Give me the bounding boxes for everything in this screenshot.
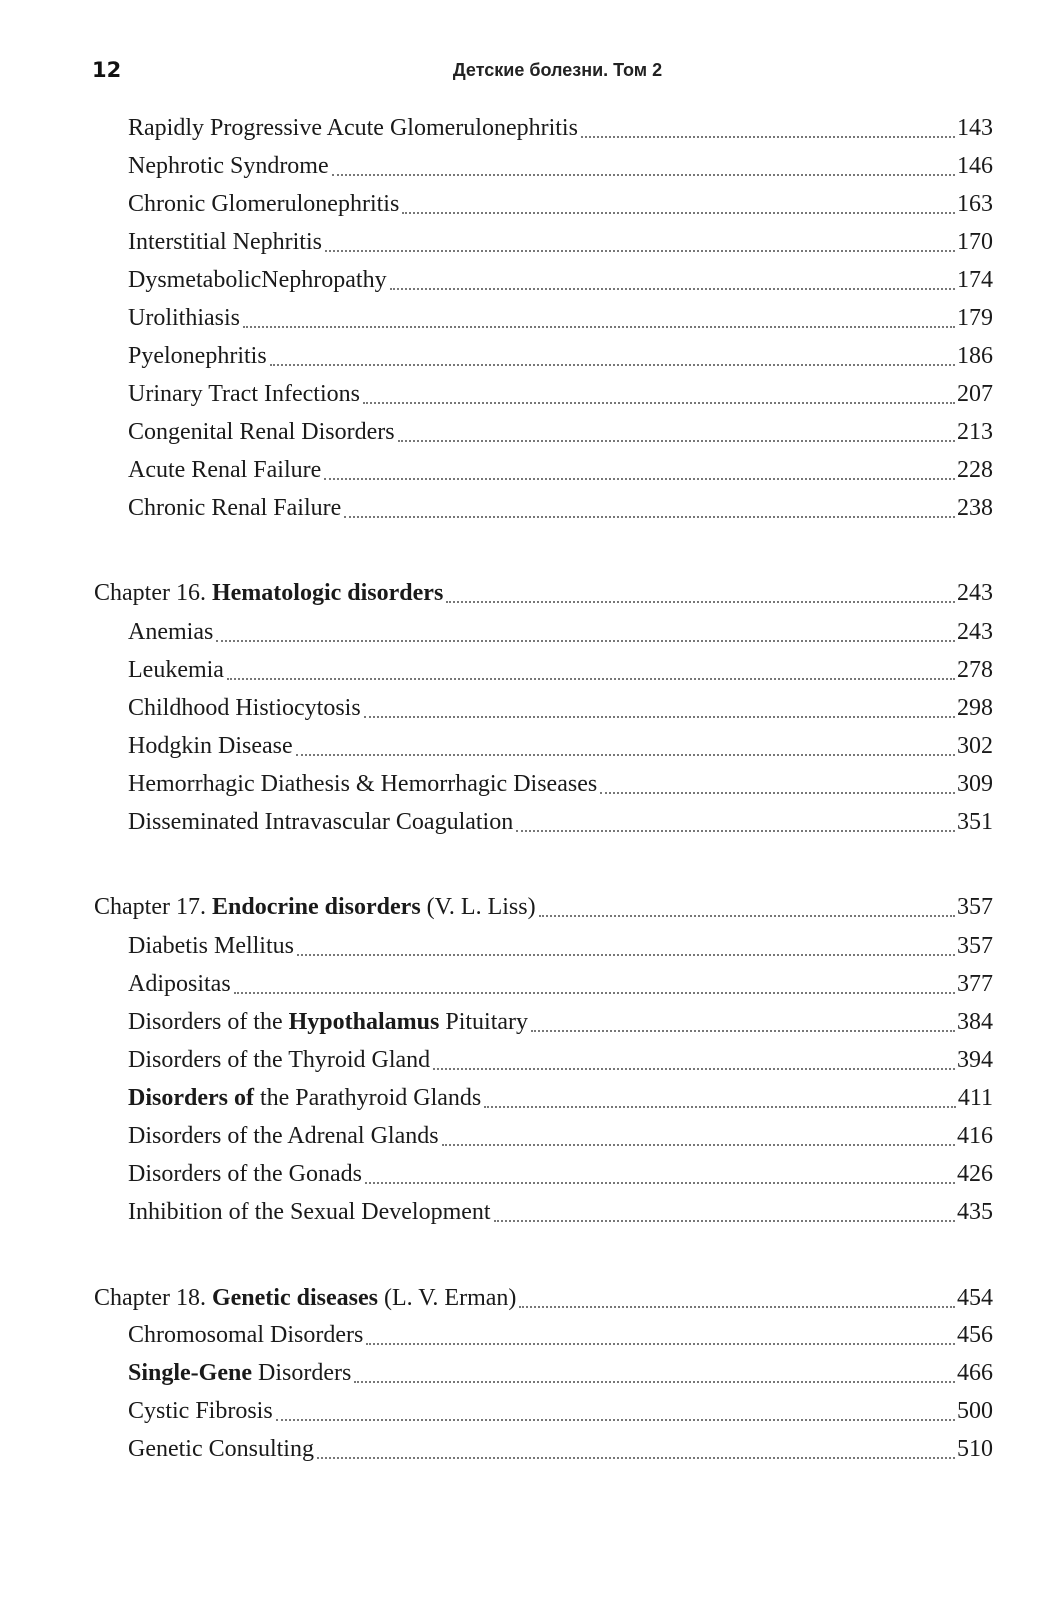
- chapter-title: [94, 894, 536, 921]
- toc-entry[interactable]: [0, 695, 1051, 725]
- dot-leader: [270, 363, 955, 366]
- entry-title: Leukemia: [128, 657, 224, 683]
- toc-entry[interactable]: [0, 1085, 1051, 1115]
- entry-title: Disseminated Intravascular Coagulation: [128, 809, 514, 835]
- dot-leader: [531, 1029, 955, 1032]
- entry-title: Diabetis Mellitus: [128, 933, 294, 959]
- dot-leader: [363, 401, 955, 404]
- entry-title-bold: Hypothalamus: [288, 1009, 440, 1035]
- dot-leader: [539, 914, 955, 917]
- entry-title: Disorders of the Adrenal Glands: [128, 1123, 439, 1149]
- chapter-title: [94, 1285, 516, 1312]
- entry-title: Childhood Histiocytosis: [128, 695, 361, 721]
- chapter-name: Endocrine disorders: [211, 894, 421, 920]
- page-header: [92, 58, 993, 88]
- entry-title: DysmetabolicNephropathy: [128, 267, 387, 293]
- entry-title-part: Disorders of the: [128, 1009, 283, 1035]
- dot-leader: [366, 1342, 955, 1345]
- dot-leader: [297, 953, 955, 956]
- entry-page: 411: [957, 1085, 993, 1111]
- entry-title: [128, 1085, 481, 1112]
- chapter-name: Hematologic disorders: [211, 580, 444, 606]
- toc-entry[interactable]: [0, 381, 1051, 411]
- entry-title-part: Disorders: [258, 1360, 352, 1386]
- entry-title: Acute Renal Failure: [128, 457, 322, 483]
- running-title: Детские болезни. Том 2: [452, 60, 663, 80]
- entry-page: 170: [957, 229, 993, 255]
- toc-entry[interactable]: [0, 971, 1051, 1001]
- entry-title: Urolithiasis: [128, 305, 240, 331]
- dot-leader: [243, 325, 955, 328]
- chapter-title: [94, 580, 443, 607]
- entry-page: 146: [957, 153, 993, 179]
- toc-entry[interactable]: [0, 457, 1051, 487]
- entry-title: Genetic Consulting: [128, 1436, 314, 1462]
- toc-entry[interactable]: [0, 619, 1051, 649]
- entry-title: [128, 1360, 351, 1387]
- chapter-author: (L. V. Erman): [383, 1285, 517, 1311]
- dot-leader: [344, 515, 955, 518]
- entry-page: 213: [957, 419, 993, 445]
- entry-page: 207: [957, 381, 993, 407]
- entry-page: 384: [957, 1009, 993, 1035]
- entry-title: Adipositas: [128, 971, 231, 997]
- entry-title: Urinary Tract Infections: [128, 381, 360, 407]
- entry-title: Inhibition of the Sexual Development: [128, 1199, 491, 1225]
- entry-page: 377: [957, 971, 993, 997]
- chapter-18-heading[interactable]: [0, 1285, 1051, 1315]
- entry-page: 357: [957, 933, 993, 959]
- dot-leader: [442, 1143, 955, 1146]
- entry-title-part: the Parathyroid Glands: [259, 1085, 482, 1111]
- toc-entry[interactable]: [0, 733, 1051, 763]
- entry-page: 416: [957, 1123, 993, 1149]
- entry-page: 174: [957, 267, 993, 293]
- toc-entry[interactable]: [0, 191, 1051, 221]
- entry-title: Chronic Renal Failure: [128, 495, 342, 521]
- page-number: 12: [92, 58, 122, 82]
- dot-leader: [216, 639, 955, 642]
- toc-entry[interactable]: [0, 1161, 1051, 1191]
- entry-title: Disorders of the Thyroid Gland: [128, 1047, 431, 1073]
- dot-leader: [519, 1305, 955, 1308]
- entry-page: 309: [957, 771, 993, 797]
- entry-page: 302: [957, 733, 993, 759]
- entry-page: 426: [957, 1161, 993, 1187]
- entry-page: 298: [957, 695, 993, 721]
- toc-entry[interactable]: [0, 1123, 1051, 1153]
- dot-leader: [365, 1181, 955, 1184]
- dot-leader: [354, 1380, 955, 1383]
- dot-leader: [324, 477, 955, 480]
- dot-leader: [600, 791, 955, 794]
- dot-leader: [227, 677, 955, 680]
- entry-title: Disorders of the Gonads: [128, 1161, 362, 1187]
- dot-leader: [296, 753, 955, 756]
- toc-entry[interactable]: [0, 267, 1051, 297]
- entry-title: Rapidly Progressive Acute Glomerulonephritis: [128, 115, 578, 141]
- toc-entry[interactable]: [0, 1199, 1051, 1229]
- toc-entry[interactable]: [0, 1398, 1051, 1428]
- entry-title: Pyelonephritis: [128, 343, 267, 369]
- toc-entry[interactable]: [0, 1009, 1051, 1039]
- dot-leader: [234, 991, 955, 994]
- chapter-page: 357: [957, 894, 993, 920]
- entry-page: 186: [957, 343, 993, 369]
- entry-page: 278: [957, 657, 993, 683]
- entry-page: 179: [957, 305, 993, 331]
- toc-entry[interactable]: [0, 343, 1051, 373]
- toc-entry[interactable]: [0, 1360, 1051, 1390]
- chapter-author: (V. L. Liss): [426, 894, 536, 920]
- entry-title: Anemias: [128, 619, 214, 645]
- toc-entry[interactable]: [0, 771, 1051, 801]
- dot-leader: [276, 1418, 955, 1421]
- entry-title: Hodgkin Disease: [128, 733, 293, 759]
- toc-entry[interactable]: [0, 1047, 1051, 1077]
- toc-entry[interactable]: [0, 933, 1051, 963]
- dot-leader: [398, 439, 955, 442]
- entry-title-bold: Single-Gene: [128, 1360, 252, 1386]
- toc-entry[interactable]: [0, 419, 1051, 449]
- entry-title-part: Pituitary: [445, 1009, 529, 1035]
- dot-leader: [581, 135, 955, 138]
- entry-title: Congenital Renal Disorders: [128, 419, 395, 445]
- entry-page: 351: [957, 809, 993, 835]
- toc-entry[interactable]: [0, 229, 1051, 259]
- chapter-prefix: Chapter 17.: [94, 894, 206, 920]
- entry-title: Hemorrhagic Diathesis & Hemorrhagic Diseases: [128, 771, 598, 797]
- entry-title: Cystic Fibrosis: [128, 1398, 273, 1424]
- entry-title: Chronic Glomerulonephritis: [128, 191, 400, 217]
- chapter-name: Genetic diseases: [211, 1285, 378, 1311]
- toc-entry[interactable]: [0, 115, 1051, 145]
- chapter-prefix: Chapter 18.: [94, 1285, 206, 1311]
- toc-entry[interactable]: [0, 305, 1051, 335]
- dot-leader: [325, 249, 955, 252]
- entry-title: Interstitial Nephritis: [128, 229, 322, 255]
- chapter-page: 454: [957, 1285, 993, 1311]
- dot-leader: [317, 1456, 955, 1459]
- toc-entry[interactable]: [0, 153, 1051, 183]
- dot-leader: [433, 1067, 955, 1070]
- dot-leader: [402, 211, 955, 214]
- chapter-prefix: Chapter 16.: [94, 580, 206, 606]
- entry-title: Nephrotic Syndrome: [128, 153, 329, 179]
- toc-entry[interactable]: [0, 809, 1051, 839]
- toc-entry[interactable]: [0, 1322, 1051, 1352]
- entry-title-bold: Disorders of: [128, 1085, 254, 1111]
- dot-leader: [332, 173, 955, 176]
- entry-page: 500: [957, 1398, 993, 1424]
- chapter-16-heading[interactable]: [0, 580, 1051, 610]
- entry-page: 143: [957, 115, 993, 141]
- chapter-17-heading[interactable]: [0, 894, 1051, 924]
- entry-page: 163: [957, 191, 993, 217]
- entry-page: 456: [957, 1322, 993, 1348]
- toc-entry[interactable]: [0, 657, 1051, 687]
- entry-title: Chromosomal Disorders: [128, 1322, 364, 1348]
- chapter-page: 243: [957, 580, 993, 606]
- entry-page: 243: [957, 619, 993, 645]
- dot-leader: [390, 287, 955, 290]
- dot-leader: [516, 829, 955, 832]
- dot-leader: [494, 1219, 955, 1222]
- entry-title: [128, 1009, 528, 1036]
- entry-page: 510: [957, 1436, 993, 1462]
- entry-page: 435: [957, 1199, 993, 1225]
- entry-page: 466: [957, 1360, 993, 1386]
- entry-page: 228: [957, 457, 993, 483]
- entry-page: 394: [957, 1047, 993, 1073]
- dot-leader: [364, 715, 955, 718]
- toc-entry[interactable]: [0, 1436, 1051, 1466]
- toc-entry[interactable]: [0, 495, 1051, 525]
- dot-leader: [446, 600, 955, 603]
- entry-page: 238: [957, 495, 993, 521]
- dot-leader: [484, 1105, 956, 1108]
